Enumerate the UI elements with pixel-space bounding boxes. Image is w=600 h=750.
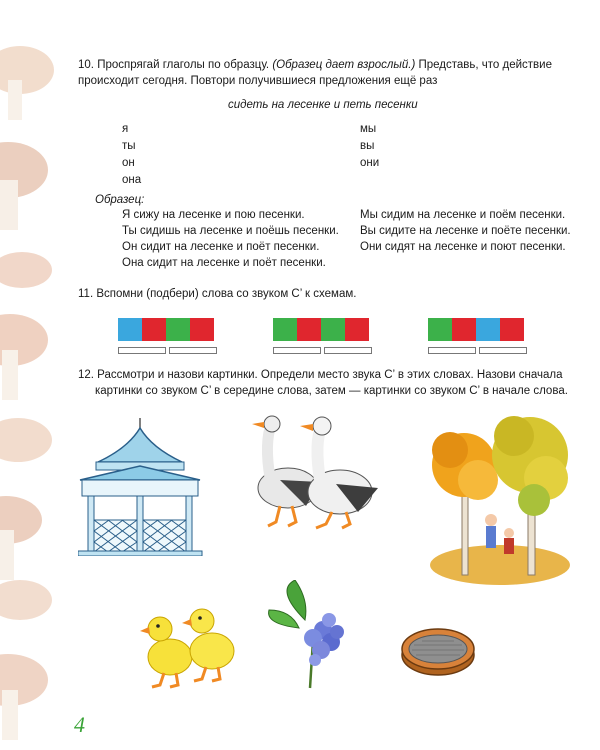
sample-label: Образец: — [95, 194, 145, 206]
scheme-cell — [345, 318, 369, 341]
scheme-cell — [297, 318, 321, 341]
mushroom-border-icon — [0, 0, 58, 750]
scheme-cell — [321, 318, 345, 341]
syllable-line — [428, 347, 476, 354]
syllable-line — [169, 347, 217, 354]
pronoun-right: они — [360, 157, 380, 169]
page-number: 4 — [74, 712, 85, 737]
scheme-cell — [452, 318, 476, 341]
pronoun-right: мы — [360, 123, 377, 135]
pronoun-left: ты — [122, 140, 136, 152]
scheme-cell — [273, 318, 297, 341]
geese-picture — [250, 410, 385, 530]
sample-right-line: Вы сидите на лесенке и поёте песенки. — [360, 225, 571, 237]
pronoun-left: он — [122, 157, 135, 169]
task10-instruction: Проспрягай глаголы по образцу. — [97, 59, 270, 71]
sample-left-line: Она сидит на лесенке и поёт песенки. — [122, 257, 326, 269]
gazebo-picture — [78, 418, 203, 556]
scheme-cell — [190, 318, 214, 341]
sieve-picture — [398, 615, 478, 680]
scheme-cell — [142, 318, 166, 341]
sample-left-line: Ты сидишь на лесенке и поёшь песенки. — [122, 225, 339, 237]
sample-left-line: Он сидит на лесенке и поёт песенки. — [122, 241, 320, 253]
pronoun-right: вы — [360, 140, 375, 152]
sample-right-line: Они сидят на лесенке и поют песенки. — [360, 241, 566, 253]
decorative-margin — [0, 0, 58, 750]
syllable-line — [118, 347, 166, 354]
task10-line2: происходит сегодня. Повтори получившиеся предложения ещё раз — [78, 75, 438, 87]
syllable-line — [324, 347, 372, 354]
task12-line2: картинки со звуком С’ в середине слова, затем — картинки со звуком С’ в начале слова. — [95, 385, 568, 397]
task12-line1: 12. Рассмотри и назови картинки. Определи место звука С’ в этих словах. Назови сначала — [78, 369, 563, 381]
ducklings-picture — [140, 595, 240, 690]
sample-left-line: Я сижу на лесенке и пою песенки. — [122, 209, 305, 221]
task10-note: (Образец дает взрослый.) — [272, 59, 416, 71]
lilac-picture — [265, 580, 355, 690]
scheme-cell — [118, 318, 142, 341]
task10-instruction-rest: Представь, что действие — [418, 59, 552, 71]
scheme-cell — [166, 318, 190, 341]
autumn-trees-picture — [430, 410, 570, 585]
scheme-cell — [428, 318, 452, 341]
scheme-cell — [476, 318, 500, 341]
task10-phrase: сидеть на лесенке и петь песенки — [228, 99, 418, 111]
sample-right-line: Мы сидим на лесенке и поём песенки. — [360, 209, 566, 221]
task10-line1 — [78, 58, 552, 73]
syllable-line — [273, 347, 321, 354]
task11-instruction: 11. Вспомни (подбери) слова со звуком С’ к схемам. — [78, 288, 357, 300]
task10-number: 10. — [78, 59, 94, 71]
pronoun-left: она — [122, 174, 142, 186]
pronoun-left: я — [122, 123, 129, 135]
syllable-line — [479, 347, 527, 354]
scheme-cell — [500, 318, 524, 341]
